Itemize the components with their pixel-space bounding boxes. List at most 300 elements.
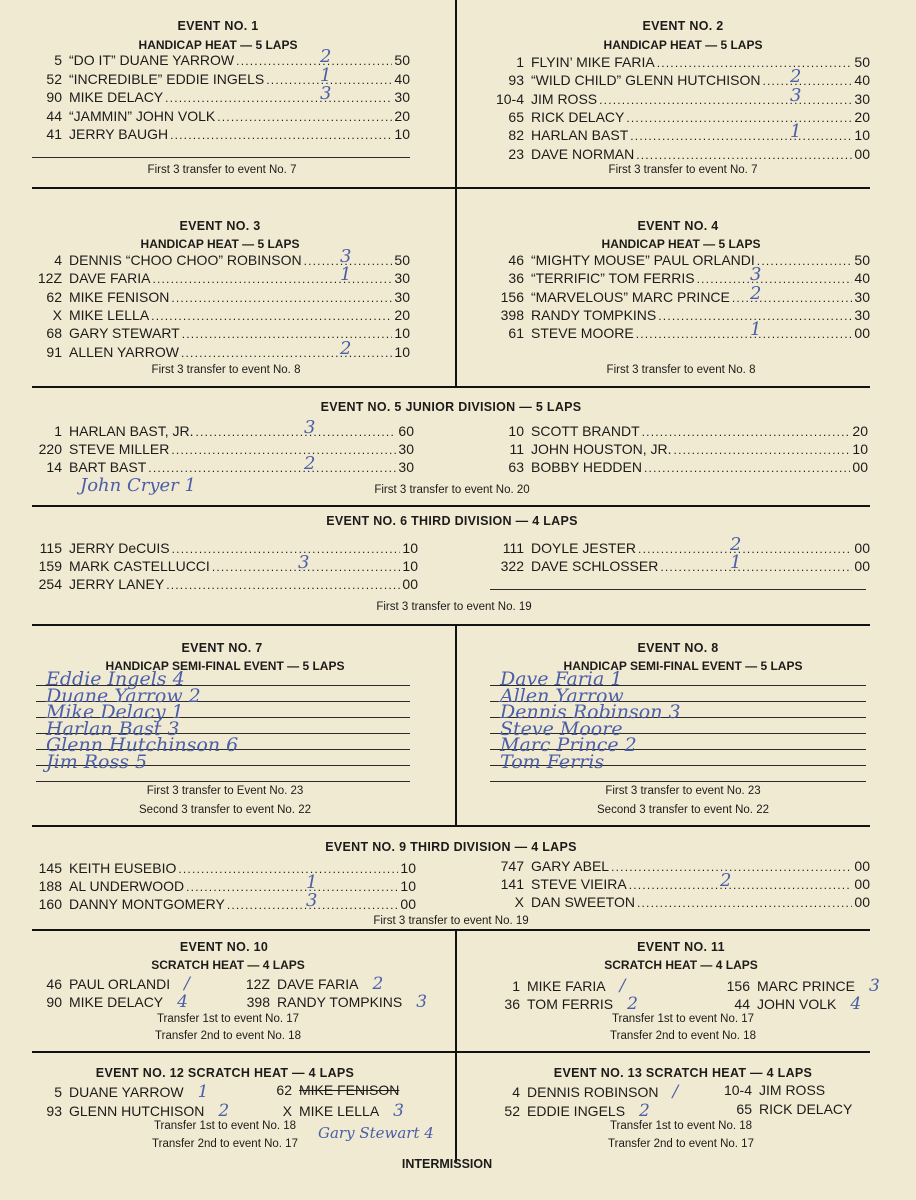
dot-leader: [660, 560, 852, 574]
entry-row: [32, 89, 410, 107]
scratch-entry: [240, 974, 383, 994]
handicap-points: 10: [402, 558, 418, 575]
handicap-points: 00: [854, 540, 870, 556]
handwritten-finish-mark: 2: [720, 870, 732, 892]
driver-name: JERRY LANEY: [69, 576, 165, 593]
driver-name: MIKE FENISON: [69, 288, 170, 305]
handwritten-finish-mark: 3: [304, 417, 316, 438]
car-number: 93: [46, 1103, 62, 1119]
driver-name: MIKE DELACY: [69, 89, 164, 105]
handicap-points: 30: [394, 270, 410, 287]
dot-leader: [636, 148, 852, 162]
dot-leader: [638, 542, 852, 556]
entry-row: [32, 860, 416, 878]
event-3-transfer-note: First 3 transfer to event No. 8: [151, 364, 301, 376]
entry-row: [32, 270, 410, 288]
dot-leader: [171, 291, 392, 305]
entry-row: [32, 108, 410, 126]
car-number: 65: [736, 1101, 752, 1117]
driver-name: DANNY MONTGOMERY: [69, 896, 225, 913]
dot-leader: [186, 880, 398, 894]
handicap-points: 30: [398, 441, 414, 458]
driver-name: RANDY TOMPKINS: [531, 306, 657, 323]
car-number: 36: [504, 996, 520, 1012]
car-number: 52: [46, 70, 62, 87]
handicap-points: 00: [402, 576, 418, 593]
driver-name: TOM FERRIS: [527, 996, 614, 1012]
car-number: 62: [276, 1082, 292, 1098]
column-divider: [455, 929, 457, 1162]
dot-leader: [151, 309, 392, 323]
entry-row: [494, 146, 870, 164]
event-11-title: EVENT NO. 11: [637, 940, 725, 954]
driver-name: MIKE LELLA: [299, 1103, 380, 1119]
scratch-entry: [490, 994, 638, 1014]
entry-row: [32, 878, 416, 896]
handicap-points: 40: [854, 72, 870, 89]
handwritten-driver: Jim Ross 5: [46, 750, 148, 773]
dot-leader: [172, 542, 401, 556]
car-number: 65: [508, 108, 524, 125]
handwritten-driver: Tom Ferris: [500, 750, 605, 773]
event-5-title: EVENT NO. 5 JUNIOR DIVISION — 5 LAPS: [320, 400, 582, 414]
event-13-transfer-note-2: Transfer 2nd to event No. 17: [608, 1138, 754, 1150]
handwritten-finish-mark: 3: [340, 246, 352, 267]
entry-row: [32, 344, 410, 362]
dot-leader: [170, 128, 392, 142]
car-number: 159: [38, 558, 62, 575]
event-10-title: EVENT NO. 10: [179, 940, 269, 954]
event-1-title: EVENT NO. 1: [177, 19, 259, 33]
event-10-transfer-note-2: Transfer 2nd to event No. 18: [155, 1030, 301, 1042]
handicap-points: 00: [400, 896, 416, 913]
entry-row: [32, 307, 410, 325]
scratch-entry: [720, 994, 861, 1014]
handwritten-finish-mark: 1: [197, 1082, 209, 1102]
handwritten-finish-mark: 2: [790, 66, 802, 88]
entry-row: [32, 423, 414, 441]
entry-row: [494, 289, 870, 307]
entry-row: [32, 289, 410, 307]
dot-leader: [636, 327, 853, 341]
car-number: 44: [46, 107, 62, 124]
car-number: 322: [500, 558, 524, 575]
handwritten-finish-mark: 1: [750, 319, 762, 341]
driver-name: “WILD CHILD” GLENN HUTCHISON: [531, 72, 761, 89]
driver-name: BART BAST: [69, 459, 147, 476]
entry-row: [494, 459, 868, 477]
entry-row: [494, 252, 870, 270]
handicap-points: 00: [854, 858, 870, 874]
handwritten-finish-mark: 3: [869, 976, 880, 996]
car-number: 111: [502, 540, 524, 556]
handwritten-finish-mark: 3: [393, 1101, 404, 1121]
driver-name: “INCREDIBLE” EDDIE INGELS: [69, 70, 265, 87]
event-4-transfer-note: First 3 transfer to event No. 8: [606, 364, 756, 376]
handwritten-finish-mark: 2: [340, 337, 352, 359]
driver-name: STEVE MILLER: [69, 441, 170, 458]
entry-row: [32, 459, 414, 477]
handwritten-finish-mark: 4: [177, 992, 188, 1012]
scratch-entry: [32, 992, 188, 1012]
handicap-points: 00: [854, 558, 870, 575]
driver-name: AL UNDERWOOD: [69, 878, 185, 895]
car-number: 188: [38, 878, 62, 895]
handicap-points: 30: [394, 89, 410, 105]
scratch-entry: [490, 1082, 678, 1102]
dot-leader: [629, 878, 853, 892]
underline: [490, 589, 866, 590]
handwritten-driver: Eddie Ingels 4: [46, 668, 185, 690]
handicap-points: 20: [854, 108, 870, 125]
event-11-subtitle: SCRATCH HEAT — 4 LAPS: [604, 958, 758, 972]
entry-row: [32, 441, 414, 459]
driver-name: “MARVELOUS” MARC PRINCE: [531, 288, 730, 305]
car-number: 1: [516, 54, 524, 70]
handicap-points: 50: [394, 52, 410, 68]
entry-row: [494, 441, 868, 459]
entry-row: [32, 540, 418, 558]
car-number: 62: [46, 288, 62, 305]
event-8-title: EVENT NO. 8: [637, 641, 719, 655]
entry-line: [490, 781, 866, 782]
car-number: 93: [508, 72, 524, 89]
dot-leader: [195, 425, 396, 439]
dot-leader: [181, 346, 392, 360]
entry-row: [32, 52, 410, 70]
driver-name: MIKE FARIA: [527, 978, 606, 994]
driver-name: DENNIS “CHOO CHOO” ROBINSON: [69, 252, 302, 268]
driver-name: “MIGHTY MOUSE” PAUL ORLANDI: [531, 252, 755, 268]
handwritten-finish-mark: /: [619, 976, 626, 996]
event-9-transfer-note: First 3 transfer to event No. 19: [373, 915, 529, 927]
car-number: 11: [509, 441, 524, 458]
handicap-points: 60: [398, 423, 414, 439]
driver-name: RICK DELACY: [531, 108, 625, 125]
entry-row: [32, 896, 416, 914]
entry-row: [32, 252, 410, 270]
scratch-entry: [490, 976, 625, 996]
dot-leader: [757, 254, 853, 268]
event-3-subtitle: HANDICAP HEAT — 5 LAPS: [140, 237, 300, 251]
car-number: 115: [39, 540, 62, 556]
driver-name: GARY STEWART: [69, 325, 180, 342]
car-number: X: [282, 1103, 292, 1119]
car-number: 82: [508, 127, 524, 144]
entry-row: [494, 325, 870, 343]
driver-name: DAN SWEETON: [531, 894, 635, 911]
divider: [32, 929, 870, 931]
car-number: 36: [508, 270, 524, 287]
divider: [32, 624, 870, 626]
handicap-points: 30: [854, 306, 870, 323]
handicap-points: 10: [854, 127, 870, 144]
event-4-subtitle: HANDICAP HEAT — 5 LAPS: [601, 237, 761, 251]
driver-name: DAVE FARIA: [277, 976, 359, 992]
handwritten-finish-mark: 2: [750, 282, 762, 304]
handicap-points: 40: [394, 70, 410, 87]
event-7-transfer-note-2: Second 3 transfer to event No. 22: [139, 804, 311, 816]
car-number: 44: [734, 996, 750, 1012]
dot-leader: [644, 461, 850, 475]
driver-name: JERRY BAUGH: [69, 126, 169, 142]
driver-name: GLENN HUTCHISON: [69, 1103, 205, 1119]
dot-leader: [611, 860, 852, 874]
dot-leader: [599, 93, 852, 107]
driver-name: GARY ABEL: [531, 858, 610, 874]
event-3-title: EVENT NO. 3: [179, 219, 261, 233]
entry-row: [32, 576, 418, 594]
driver-name: “JAMMIN” JOHN VOLK: [69, 107, 216, 124]
event-11-transfer-note-1: Transfer 1st to event No. 17: [611, 1013, 755, 1025]
event-10-transfer-note-1: Transfer 1st to event No. 17: [156, 1013, 300, 1025]
car-number: 10: [508, 423, 524, 439]
underline: [32, 157, 410, 158]
dot-leader: [626, 111, 852, 125]
car-number: 63: [508, 459, 524, 476]
event-9-title: EVENT NO. 9 THIRD DIVISION — 4 LAPS: [325, 840, 577, 854]
scratch-entry: [32, 974, 190, 994]
handwritten-driver: Steve Moore: [500, 717, 623, 740]
driver-name: STEVE VIEIRA: [531, 876, 627, 893]
entry-row: [494, 307, 870, 325]
driver-name: HARLAN BAST: [531, 127, 629, 144]
event-8-transfer-note-2: Second 3 transfer to event No. 22: [597, 804, 769, 816]
driver-name: FLYIN’ MIKE FARIA: [531, 54, 655, 70]
car-number: 254: [38, 576, 62, 593]
event-11-transfer-note-2: Transfer 2nd to event No. 18: [610, 1030, 756, 1042]
entry-row: [32, 325, 410, 343]
scratch-entry: [32, 1082, 208, 1102]
car-number: 61: [508, 325, 524, 342]
handicap-points: 00: [854, 325, 870, 342]
car-number: 5: [54, 1084, 62, 1100]
handwritten-finish-mark: 3: [750, 264, 762, 286]
handicap-points: 10: [394, 343, 410, 360]
handwritten-finish-mark: 1: [340, 264, 352, 286]
car-number: 398: [246, 994, 270, 1010]
driver-name: MIKE FENISON: [299, 1082, 400, 1098]
driver-name: DAVE NORMAN: [531, 145, 635, 162]
handicap-points: 10: [402, 540, 418, 556]
event-2-title: EVENT NO. 2: [642, 19, 724, 33]
car-number: 160: [38, 896, 62, 913]
car-number: 52: [504, 1103, 520, 1119]
handwritten-driver: Glenn Hutchinson 6: [46, 734, 239, 756]
car-number: 46: [46, 976, 62, 992]
handicap-points: 30: [854, 288, 870, 305]
handwritten-driver: Marc Prince 2: [500, 734, 637, 756]
driver-name: DOYLE JESTER: [531, 540, 637, 556]
dot-leader: [165, 91, 392, 105]
driver-name: JIM ROSS: [759, 1082, 826, 1098]
driver-name: KEITH EUSEBIO: [69, 860, 177, 876]
dot-leader: [762, 74, 852, 88]
dot-leader: [166, 578, 400, 592]
car-number: 220: [38, 441, 62, 458]
driver-name: SCOTT BRANDT: [531, 423, 640, 439]
handwritten-finish-mark: 1: [730, 552, 742, 574]
entry-row: [494, 423, 868, 441]
dot-leader: [148, 461, 396, 475]
handwritten-finish-mark: 3: [790, 84, 802, 106]
car-number: 4: [512, 1084, 520, 1100]
entry-row: [494, 109, 870, 127]
scratch-entry: [262, 1082, 399, 1098]
entry-row: [494, 876, 870, 894]
dot-leader: [152, 272, 392, 286]
scratch-entry: [490, 1101, 650, 1121]
divider: [32, 187, 870, 189]
driver-name: JIM ROSS: [531, 90, 598, 107]
driver-name: PAUL ORLANDI: [69, 976, 171, 992]
entry-row: [494, 558, 870, 576]
handicap-points: 10: [852, 441, 868, 458]
car-number: 156: [726, 978, 750, 994]
car-number: 747: [500, 858, 524, 874]
event-12-transfer-note-1: Transfer 1st to event No. 18: [153, 1120, 297, 1132]
car-number: 90: [46, 89, 62, 105]
event-7-transfer-note-1: First 3 transfer to Event No. 23: [146, 785, 304, 797]
entry-row: [494, 54, 870, 72]
event-7-title: EVENT NO. 7: [181, 641, 263, 655]
car-number: 1: [512, 978, 520, 994]
entry-row: [494, 540, 870, 558]
driver-name: RICK DELACY: [759, 1101, 853, 1117]
driver-name: DENNIS ROBINSON: [527, 1084, 659, 1100]
dot-leader: [642, 425, 851, 439]
event-2-subtitle: HANDICAP HEAT — 5 LAPS: [603, 38, 763, 52]
handicap-points: 30: [394, 288, 410, 305]
event-13-title: EVENT NO. 13 SCRATCH HEAT — 4 LAPS: [553, 1066, 813, 1080]
handicap-points: 50: [854, 54, 870, 70]
divider: [32, 386, 870, 388]
handicap-points: 10: [394, 325, 410, 342]
driver-name: “TERRIFIC” TOM FERRIS: [531, 270, 695, 287]
car-number: 46: [508, 252, 524, 268]
car-number: 41: [46, 126, 62, 142]
handwritten-driver: Allen Yarrow: [500, 684, 624, 707]
driver-name: JOHN HOUSTON, JR.: [531, 441, 672, 458]
entry-row: [494, 127, 870, 145]
dot-leader: [178, 862, 398, 876]
handwritten-finish-mark: 3: [416, 992, 428, 1012]
entry-row: [494, 91, 870, 109]
handwritten-finish-mark: 2: [639, 1101, 650, 1121]
dot-leader: [217, 110, 392, 124]
car-number: 12Z: [245, 976, 270, 992]
car-number: 145: [38, 860, 62, 876]
handwritten-driver: Mike Delacy 1: [46, 701, 184, 723]
event-1-transfer-note: First 3 transfer to event No. 7: [147, 164, 297, 176]
car-number: 5: [54, 52, 62, 68]
handwritten-driver: Duane Yarrow 2: [46, 684, 201, 707]
handwritten-driver: Dennis Robinson 3: [500, 701, 681, 723]
divider: [32, 505, 870, 507]
entry-line: [36, 781, 410, 782]
divider: [32, 1051, 870, 1053]
driver-name: MARK CASTELLUCCI: [69, 558, 210, 575]
handicap-points: 00: [854, 145, 870, 162]
car-number: 68: [46, 325, 62, 342]
driver-name: JOHN VOLK: [757, 996, 837, 1012]
dot-leader: [674, 443, 851, 457]
car-number: 90: [46, 994, 62, 1010]
driver-name: DAVE SCHLOSSER: [531, 558, 659, 575]
handicap-points: 50: [854, 252, 870, 268]
entry-row: [494, 858, 870, 876]
event-4-title: EVENT NO. 4: [637, 219, 719, 233]
entry-row: [32, 558, 418, 576]
handwritten-finish-mark: 3: [298, 552, 310, 574]
car-number: 91: [46, 343, 62, 360]
event-12-handwritten-entry: Gary Stewart 4: [318, 1124, 434, 1142]
handwritten-finish-mark: /: [672, 1082, 679, 1102]
handwritten-finish-mark: 2: [627, 994, 638, 1014]
driver-name: DUANE YARROW: [69, 1084, 184, 1100]
handicap-points: 00: [854, 876, 870, 893]
scratch-entry: [32, 1101, 229, 1121]
column-divider: [455, 624, 457, 825]
handicap-points: 00: [854, 894, 870, 911]
event-12-transfer-note-2: Transfer 2nd to event No. 17: [152, 1138, 298, 1150]
car-number: 14: [46, 459, 62, 476]
column-divider: [455, 0, 457, 386]
event-2-transfer-note: First 3 transfer to event No. 7: [608, 164, 758, 176]
scratch-entry: [722, 1082, 825, 1098]
dot-leader: [182, 327, 393, 341]
event-12-title: EVENT NO. 12 SCRATCH HEAT — 4 LAPS: [95, 1066, 355, 1080]
scratch-entry: [720, 976, 880, 996]
intermission-label: INTERMISSION: [401, 1157, 493, 1171]
entry-row: [494, 894, 870, 912]
event-1-subtitle: HANDICAP HEAT — 5 LAPS: [138, 38, 298, 52]
handwritten-finish-mark: 2: [730, 534, 742, 555]
dot-leader: [630, 129, 852, 143]
handicap-points: 30: [854, 90, 870, 107]
handwritten-finish-mark: 2: [218, 1101, 230, 1121]
entry-row: [494, 72, 870, 90]
driver-name: STEVE MOORE: [531, 325, 634, 342]
entry-row: [32, 71, 410, 89]
car-number: 12Z: [37, 270, 62, 287]
divider: [32, 825, 870, 827]
handicap-points: 20: [394, 107, 410, 124]
driver-name: HARLAN BAST, JR.: [69, 423, 194, 439]
driver-name: MARC PRINCE: [757, 978, 856, 994]
driver-name: DAVE FARIA: [69, 270, 151, 287]
driver-name: EDDIE INGELS: [527, 1103, 626, 1119]
car-number: X: [514, 894, 524, 911]
handicap-points: 10: [394, 126, 410, 142]
event-8-subtitle: HANDICAP SEMI-FINAL EVENT — 5 LAPS: [563, 659, 803, 673]
handicap-points: 20: [394, 306, 410, 323]
scratch-entry: [262, 1101, 404, 1121]
dot-leader: [236, 54, 392, 68]
driver-name: ALLEN YARROW: [69, 343, 179, 360]
event-7-subtitle: HANDICAP SEMI-FINAL EVENT — 5 LAPS: [105, 659, 345, 673]
event-5-transfer-note: First 3 transfer to event No. 20: [374, 484, 530, 496]
handwritten-finish-mark: 2: [304, 453, 316, 475]
car-number: 4: [54, 252, 62, 268]
driver-name: MIKE DELACY: [69, 994, 164, 1010]
driver-name: BOBBY HEDDEN: [531, 459, 642, 476]
handicap-points: 20: [852, 423, 868, 439]
handwritten-driver: Harlan Bast 3: [46, 717, 180, 740]
handicap-points: 10: [400, 860, 416, 876]
handwritten-finish-mark: /: [184, 974, 190, 994]
handwritten-finish-mark: 2: [372, 974, 384, 994]
